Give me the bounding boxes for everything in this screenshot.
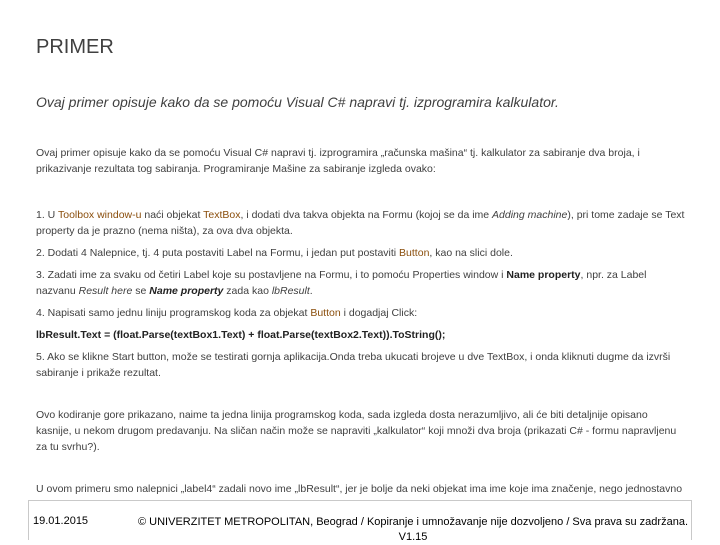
code-line: lbResult.Text = (float.Parse(textBox1.Text) + float.Parse(textBox2.Text)).ToString();: [36, 329, 446, 341]
button-term-2: Button: [310, 307, 341, 319]
intro-paragraph: Ovaj primer opisuje kako da se pomoću Visual C# napravi tj. izprogramira „računska mašina“ tj. kalkulator za sabiranje dva broja, i prikazivanje rezultata tog sabiranja. Programiranje Mašine za sabiranje izgleda ovako:: [36, 147, 640, 175]
slide-subtitle: Ovaj primer opisuje kako da se pomoću Visual C# napravi tj. izprogramira kalkulator.: [36, 94, 559, 110]
step-3-text-c: , npr. za Label nazvanu: [36, 269, 647, 297]
step-1-text-a: 1. U: [36, 209, 58, 221]
coding-paragraph: Ovo kodiranje gore prikazano, naime ta jedna linija programskog koda, sada izgleda dosta nerazumljivo, ali će biti detaljnije opisano kasnije, u nekom drugom predavanju. Na sličan način može se napraviti „kalkulator“ koji množi dva broja (prikazati C# - formu napravljenu za tu svrhu?).: [36, 409, 677, 453]
lbresult-term: lbResult: [271, 285, 310, 297]
step-1: [36, 207, 686, 239]
adding-machine-term: Adding machine: [492, 209, 568, 221]
slide-title: PRIMER: [36, 36, 114, 58]
footer-copyright-line-1: © UNIVERZITET METROPOLITAN, Beograd / Kopiranje i umnožavanje nije dozvoljeno / Sva prava su zadržana.: [138, 516, 688, 528]
footer-version: V1.15: [398, 531, 428, 543]
step-4: [36, 305, 686, 321]
step-3-text-g: zada kao: [223, 285, 272, 297]
textbox-term: TextBox: [203, 209, 241, 221]
step-3-text-e: se: [132, 285, 150, 297]
step-4-text-a: 4. Napisati samo jednu liniju programskog koda za objekat: [36, 307, 311, 319]
result-here-term: Result here: [78, 285, 133, 297]
step-1-text-e: , i dodati dva takva objekta na Formu (kojoj se da ime: [240, 209, 493, 221]
step-1-text-g: ), pri tome zadaje se Text property da je prazno (nema ništa), za ova dva objekta.: [36, 209, 685, 237]
step-3: [36, 267, 686, 299]
footer: [28, 500, 692, 543]
step-3-text-a: 3. Zadati ime za svaku od četiri Label koje su postavljene na Formu, i to pomoću Properties window i: [36, 269, 507, 281]
button-term: Button: [399, 247, 430, 259]
footer-copyright: [137, 515, 689, 545]
slide-body: [36, 145, 686, 513]
toolbox-window-term: Toolbox window-u: [57, 209, 142, 221]
step-5: 5. Ako se klikne Start button, može se testirati gornja aplikacija.Onda treba ukucati brojeve u dve TextBox, i onda kliknuti dugme da izvrši sabiranje i prikaže rezultat.: [36, 351, 671, 379]
step-2-text-c: , kao na slici dole.: [429, 247, 513, 259]
step-3-text-i: .: [309, 285, 313, 297]
step-2: [36, 245, 686, 261]
step-4-text-c: i dogadjaj Click:: [340, 307, 418, 319]
name-property-term-2: Name property: [149, 285, 224, 297]
name-property-term: Name property: [506, 269, 581, 281]
naming-paragraph: U ovom primeru smo nalepnici „label4“ zadali novo ime „lbResult“, jer je bolje da neki objekat ima ime koje ima značenje, nego jednostavno: [36, 483, 683, 495]
step-2-text-a: 2. Dodati 4 Nalepnice, tj. 4 puta postaviti Label na Formu, i jedan put postaviti: [36, 247, 400, 259]
footer-date: 19.01.2015: [33, 515, 89, 527]
step-1-text-c: naći objekat: [141, 209, 204, 221]
